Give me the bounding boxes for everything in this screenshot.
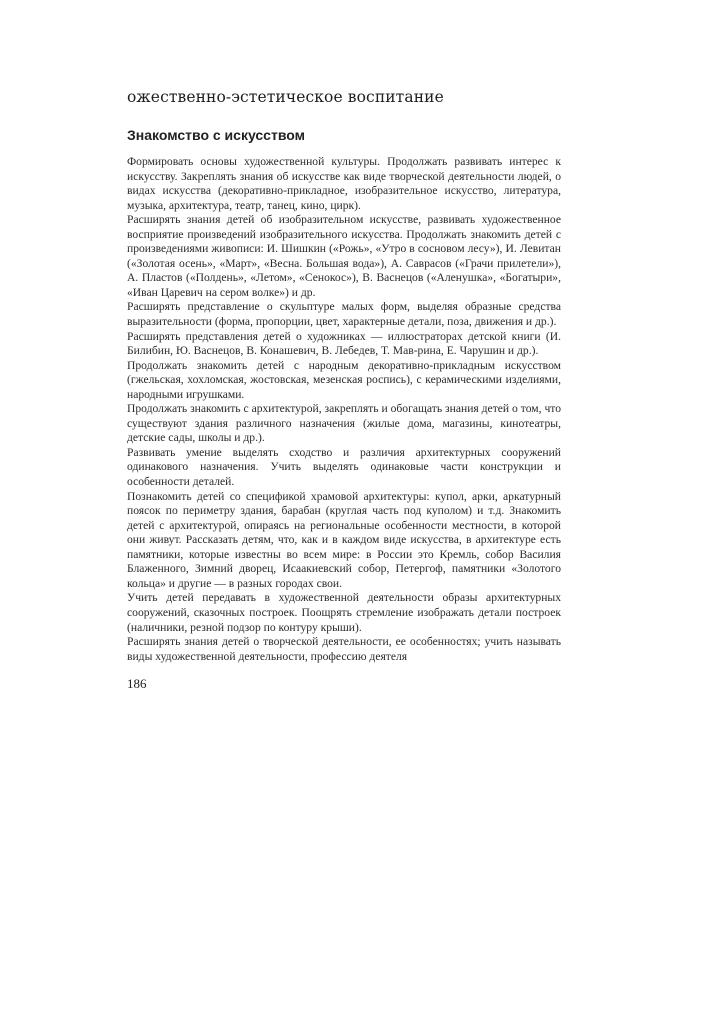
paragraph: Познакомить детей со спецификой храмовой архитектуры: купол, арки, аркатурный поясок по периметру здания, барабан (круглая часть под куполом) и т.д. Знакомить детей с архитектурой, опираясь на региональные особенности местности, в которой они живут. Рассказать детям, что, как и в каждом виде искусства, в архитектуре есть памятники, которые известны во всем мире: в России это Кремль, собор Василия Блаженного, Зимний дворец, Исаакиевский собор, Петергоф, памятники «Золотого кольца» и другие — в разных городах свои. xyxy=(127,489,561,590)
paragraph: Расширять представления детей о художниках — иллюстраторах детской книги (И. Билибин, Ю. Васнецов, В. Конашевич, В. Лебедев, Т. Мав-рина, Е. Чарушин и др.). xyxy=(127,329,561,358)
section-title: Знакомство с искусством xyxy=(127,127,305,143)
paragraph: Развивать умение выделять сходство и различия архитектурных сооружений одинакового назначения. Учить выделять одинаковые части конструкции и особенности деталей. xyxy=(127,445,561,489)
paragraph: Расширять знания детей о творческой деятельности, ее особенностях; учить называть виды художественной деятельности, профессию деятеля xyxy=(127,635,561,663)
paragraph: Расширять представление о скульптуре малых форм, выделяя образные средства выразительности (форма, пропорции, цвет, характерные детали, поза, движения и др.). xyxy=(127,300,561,329)
paragraph: Продолжать знакомить детей с народным декоративно-прикладным искусством (гжельская, хохломская, жостовская, мезенская роспись), с керамическими изделиями, народными игрушками. xyxy=(127,358,561,401)
paragraph: Учить детей передавать в художественной деятельности образы архитектурных сооружений, сказочных построек. Поощрять стремление изображать детали построек (наличники, резной подзор по контуру крыши). xyxy=(127,591,561,634)
body-text xyxy=(127,155,561,664)
paragraph: Продолжать знакомить с архитектурой, закреплять и обогащать знания детей о том, что существуют здания различного назначения (жилые дома, магазины, кинотеатры, детские сады, школы и др.). xyxy=(127,402,561,445)
document-page xyxy=(127,88,561,692)
paragraph: Расширять знания детей об изобразительном искусстве, развивать художественное восприятие произведений изобразительного искусства. Продолжать знакомить детей с произведениями живописи: И. Шишкин («Рожь», «Утро в сосновом лесу»), И. Левитан («Золотая осень», «Март», «Весна. Большая вода»), А. Саврасов («Грачи прилетели»), А. Пластов («Полдень», «Летом», «Сенокос»), В. Васнецов («Аленушка», «Богатыри», «Иван Царевич на сером волке») и др. xyxy=(127,213,561,299)
paragraph: Формировать основы художественной культуры. Продолжать развивать интерес к искусству. Закреплять знания об искусстве как виде творческой деятельности людей, о видах искусства (декоративно-прикладное, изобразительное искусство, литература, музыка, архитектура, театр, танец, кино, цирк). xyxy=(127,155,561,212)
page-number: 186 xyxy=(127,676,147,692)
running-title: ожественно-эстетическое воспитание xyxy=(127,88,444,106)
